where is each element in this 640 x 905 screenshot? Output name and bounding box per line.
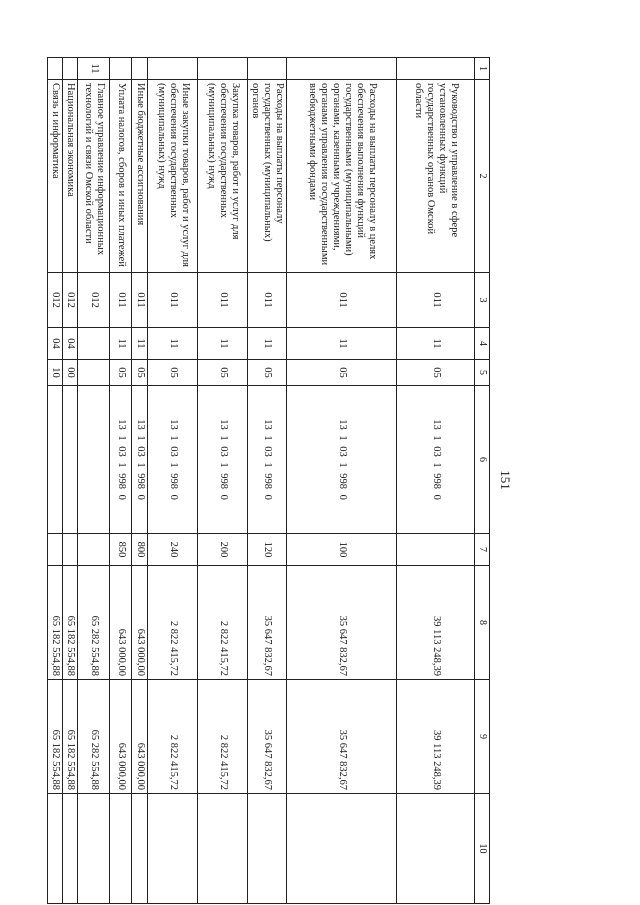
row-number: [48, 58, 63, 80]
target-article: 13 1 03 1 998 0: [110, 386, 132, 534]
amount-executed: 2 822 415,72: [148, 680, 198, 794]
table-row: [287, 58, 397, 904]
section-code: 11: [148, 328, 198, 360]
budget-code: 011: [110, 273, 132, 328]
subsection-code: 05: [198, 360, 248, 386]
table-row: [63, 58, 78, 904]
column-number: 5: [475, 360, 490, 386]
column-number: 7: [475, 534, 490, 566]
table-row: [48, 58, 63, 904]
percent: [63, 794, 78, 904]
page-number: 151: [498, 470, 513, 490]
amount-executed: 65 182 554,88: [48, 680, 63, 794]
budget-code: 011: [287, 273, 397, 328]
expense-type: 240: [148, 534, 198, 566]
expense-type: 850: [110, 534, 132, 566]
amount-executed: 643 000,00: [110, 680, 132, 794]
subsection-code: 05: [132, 360, 148, 386]
percent: [48, 794, 63, 904]
amount-executed: 39 113 248,39: [397, 680, 475, 794]
expense-type: 800: [132, 534, 148, 566]
amount-executed: 35 647 832,67: [287, 680, 397, 794]
percent: [397, 794, 475, 904]
target-article: [63, 386, 78, 534]
amount-approved: 643 000,00: [110, 566, 132, 680]
section-code: 11: [110, 328, 132, 360]
amount-executed: 65 282 554,88: [78, 680, 110, 794]
expense-type: 200: [198, 534, 248, 566]
target-article: 13 1 03 1 998 0: [198, 386, 248, 534]
subsection-code: 00: [63, 360, 78, 386]
expense-type: [63, 534, 78, 566]
table-row: [397, 58, 475, 904]
target-article: 13 1 03 1 998 0: [148, 386, 198, 534]
subsection-code: 05: [287, 360, 397, 386]
target-article: 13 1 03 1 998 0: [248, 386, 287, 534]
expense-name: Закупка товаров, работ и услуг для обеспечения государственных (муниципальных) нужд: [198, 80, 248, 273]
row-number: [198, 58, 248, 80]
amount-approved: 2 822 415,72: [148, 566, 198, 680]
budget-code: 012: [48, 273, 63, 328]
expense-type: 100: [287, 534, 397, 566]
column-number: 6: [475, 386, 490, 534]
budget-code: 011: [148, 273, 198, 328]
section-code: 11: [287, 328, 397, 360]
amount-executed: 65 182 554,88: [63, 680, 78, 794]
column-number: 8: [475, 566, 490, 680]
expense-name: Уплата налогов, сборов и иных платежей: [110, 80, 132, 273]
amount-approved: 2 822 415,72: [198, 566, 248, 680]
row-number: [287, 58, 397, 80]
section-code: 04: [48, 328, 63, 360]
table-row: [198, 58, 248, 904]
target-article: 13 1 03 1 998 0: [132, 386, 148, 534]
budget-code: 011: [397, 273, 475, 328]
percent: [287, 794, 397, 904]
table-row: [78, 58, 110, 904]
expense-name: Связь и информатика: [48, 80, 63, 273]
budget-code: 011: [248, 273, 287, 328]
budget-code: 012: [78, 273, 110, 328]
subsection-code: 10: [48, 360, 63, 386]
expense-name: Расходы на выплаты персоналу государственных (муниципальных) органов: [248, 80, 287, 273]
expense-name: Главное управление информационных технологий и связи Омской области: [78, 80, 110, 273]
target-article: [48, 386, 63, 534]
column-number: 1: [475, 58, 490, 80]
percent: [78, 794, 110, 904]
percent: [148, 794, 198, 904]
amount-approved: 65 182 554,88: [63, 566, 78, 680]
section-code: 11: [397, 328, 475, 360]
percent: [198, 794, 248, 904]
row-number: [110, 58, 132, 80]
amount-approved: 65 182 554,88: [48, 566, 63, 680]
budget-code: 012: [63, 273, 78, 328]
row-number: [397, 58, 475, 80]
subsection-code: 05: [148, 360, 198, 386]
percent: [132, 794, 148, 904]
column-number: 3: [475, 273, 490, 328]
table-row: [132, 58, 148, 904]
table-row: [148, 58, 198, 904]
target-article: [78, 386, 110, 534]
target-article: 13 1 03 1 998 0: [287, 386, 397, 534]
row-number: [148, 58, 198, 80]
subsection-code: 05: [248, 360, 287, 386]
subsection-code: [78, 360, 110, 386]
amount-approved: 643 000,00: [132, 566, 148, 680]
budget-table: [47, 57, 490, 904]
percent: [110, 794, 132, 904]
amount-approved: 35 647 832,67: [248, 566, 287, 680]
column-number-row: [475, 58, 490, 904]
row-number: [248, 58, 287, 80]
expense-name: Расходы на выплаты персоналу в целях обеспечения выполнения функций государственными (муниципальными) органами, казенными учреждениями, органами управления государственными внебюджетными фондами: [287, 80, 397, 273]
expense-type: [48, 534, 63, 566]
table-row: [248, 58, 287, 904]
expense-name: Иные закупки товаров, работ и услуг для обеспечения государственных (муниципальных) нужд: [148, 80, 198, 273]
column-number: 2: [475, 80, 490, 273]
column-number: 9: [475, 680, 490, 794]
row-number: 11: [78, 58, 110, 80]
row-number: [63, 58, 78, 80]
amount-approved: 39 113 248,39: [397, 566, 475, 680]
section-code: 11: [248, 328, 287, 360]
amount-executed: 35 647 832,67: [248, 680, 287, 794]
section-code: 11: [132, 328, 148, 360]
expense-name: Национальная экономика: [63, 80, 78, 273]
table-row: [110, 58, 132, 904]
expense-type: [397, 534, 475, 566]
budget-code: 011: [132, 273, 148, 328]
amount-approved: 65 282 554,88: [78, 566, 110, 680]
budget-code: 011: [198, 273, 248, 328]
expense-type: 120: [248, 534, 287, 566]
percent: [248, 794, 287, 904]
amount-approved: 35 647 832,67: [287, 566, 397, 680]
section-code: 04: [63, 328, 78, 360]
target-article: 13 1 03 1 998 0: [397, 386, 475, 534]
subsection-code: 05: [397, 360, 475, 386]
rotated-table-page: [50, 57, 520, 903]
expense-name: Иные бюджетные ассигнования: [132, 80, 148, 273]
amount-executed: 643 000,00: [132, 680, 148, 794]
row-number: [132, 58, 148, 80]
expense-type: [78, 534, 110, 566]
table-body: [48, 58, 490, 904]
expense-name: Руководство и управление в сфере установленных функций государственных органов Омской области: [397, 80, 475, 273]
amount-executed: 2 822 415,72: [198, 680, 248, 794]
column-number: 10: [475, 794, 490, 904]
section-code: 11: [198, 328, 248, 360]
section-code: [78, 328, 110, 360]
column-number: 4: [475, 328, 490, 360]
subsection-code: 05: [110, 360, 132, 386]
